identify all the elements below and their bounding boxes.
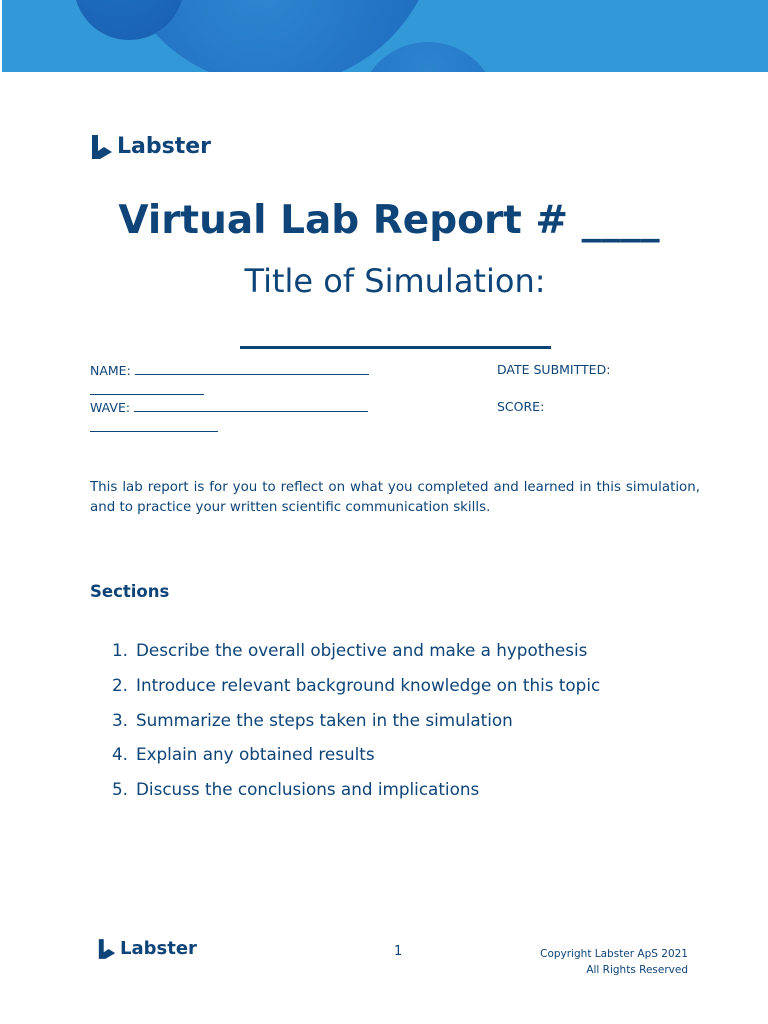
list-item-text: Summarize the steps taken in the simulation [136,709,513,730]
sections-list [112,638,600,812]
list-item-number: 2. [112,674,129,695]
title-blank-line [240,346,551,349]
page-title: Virtual Lab Report # ____ [118,198,660,243]
list-item [112,673,600,708]
rights-line: All Rights Reserved [586,964,688,976]
list-item [112,708,600,743]
list-item [112,742,600,777]
copyright-notice [540,946,688,978]
copyright-line: Copyright Labster ApS 2021 [540,948,688,960]
name-label: NAME: [90,363,131,378]
date-submitted-label: DATE SUBMITTED: [497,362,611,377]
intro-paragraph: This lab report is for you to reflect on what you completed and learned in this simulation, and to practice your written scientific communication skills. [90,480,700,515]
name-blank-line [135,362,369,375]
list-item-text: Explain any obtained results [136,744,375,765]
list-item-number: 3. [112,709,129,730]
logo-text: Labster [117,134,211,159]
list-item-number: 4. [112,744,129,765]
date-submitted-field [497,362,610,377]
wave-blank-line-continued [90,419,218,432]
score-label: SCORE: [497,399,545,414]
labster-logo-icon [91,135,113,159]
wave-blank-line [134,399,368,412]
wave-field [90,399,368,415]
list-item-number: 5. [112,779,129,800]
list-item-number: 1. [112,640,129,660]
list-item [112,638,600,673]
labster-logo-icon [98,939,116,959]
footer-logo-text: Labster [120,938,197,959]
page-subtitle: Title of Simulation: [244,262,546,300]
name-field-continued [90,382,204,398]
header-banner [2,0,768,72]
list-item-text: Describe the overall objective and make a hypothesis [136,640,588,660]
list-item-text: Discuss the conclusions and implications [136,779,480,800]
footer-labster-logo [98,938,197,959]
name-blank-line-continued [90,382,204,395]
score-field [497,399,544,414]
sections-heading: Sections [90,582,170,601]
name-field [90,362,369,378]
labster-logo [91,134,211,159]
page-number: 1 [394,944,403,959]
list-item-text: Introduce relevant background knowledge on this topic [136,674,601,695]
list-item [112,777,600,812]
wave-label: WAVE: [90,400,131,415]
wave-field-continued [90,419,218,435]
